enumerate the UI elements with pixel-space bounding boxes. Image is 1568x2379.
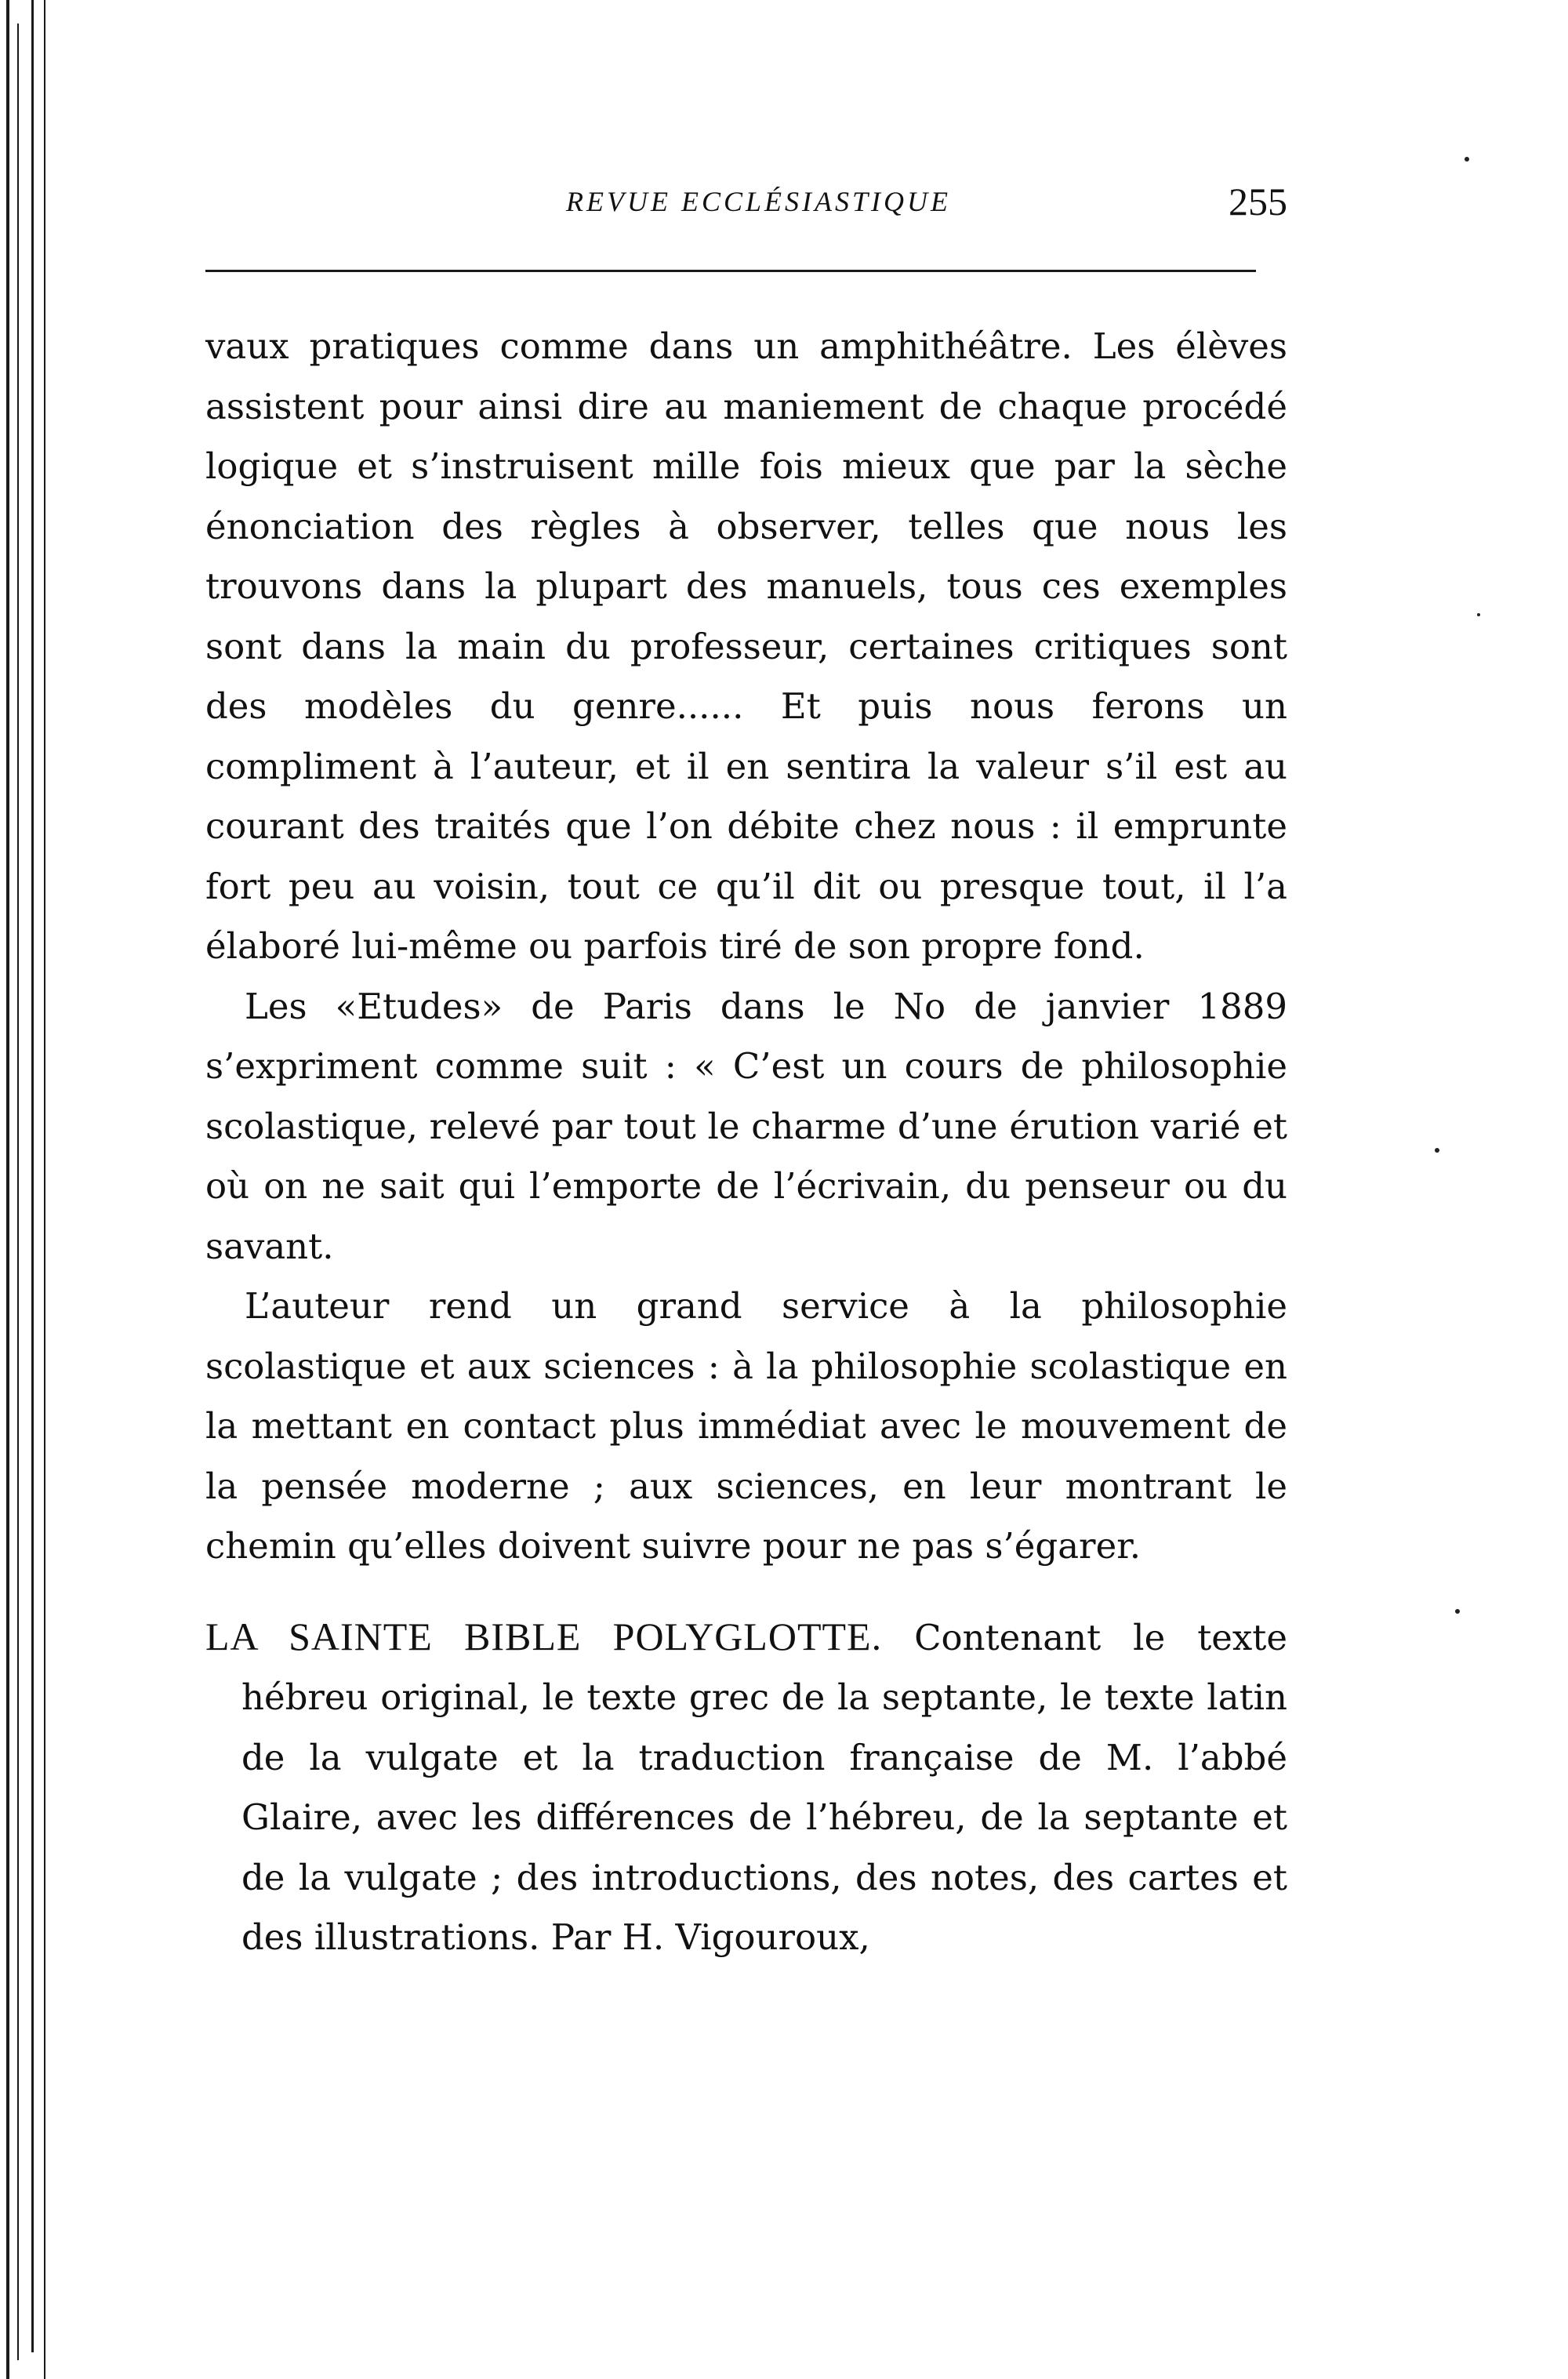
running-title: REVUE ECCLÉSIASTIQUE <box>566 186 951 217</box>
page-number: 255 <box>1229 180 1287 223</box>
page-body <box>205 317 1287 1968</box>
paragraph: vaux pratiques comme dans un amphithéâtre. Les élèves assistent pour ainsi dire au maniement de chaque procédé logique et s’instruisent mille fois mieux que par la sèche énonciation des règles à observer, telles que nous les trouvons dans la plupart des manuels, tous ces exemples sont dans la main du professeur, certaines critiques sont des modèles du genre...... Et puis nous ferons un compliment à l’auteur, et il en sentira la valeur s’il est au courant des traités que l’on débite chez nous : il emprunte fort peu au voisin, tout ce qu’il dit ou presque tout, il l’a élaboré lui-même ou parfois tiré de son propre fond. <box>205 325 1287 967</box>
entry-title: LA SAINTE BIBLE POLYGLOTTE. <box>205 1614 883 1658</box>
print-speck <box>1477 613 1480 616</box>
paragraph: Les «Etudes» de Paris dans le No de janvier 1889 s’expriment comme suit : « C’est un cours de philosophie scolastique, relevé par tout le charme d’une érution varié et où on ne sait qui l’emporte de l’écrivain, du penseur ou du savant. <box>205 985 1287 1267</box>
print-speck <box>1455 1609 1460 1614</box>
entry-text: Contenant le texte hébreu original, le texte grec de la septante, le texte latin de la vulgate et la traduction française de M. l’abbé Glaire, avec les différences de l’hébreu, de la septante et de la vulgate ; des introductions, des notes, des cartes et des illustrations. Par H. Vigouroux, <box>241 1616 1287 1958</box>
paragraph: L’auteur rend un grand service à la philosophie scolastique et aux sciences : à la philosophie scolastique en la mettant en contact plus immédiat avec le mouvement de la pensée moderne ; aux sciences, en leur montrant le chemin qu’elles doivent suivre pour ne pas s’égarer. <box>205 1285 1287 1567</box>
binding-edge <box>0 0 55 2379</box>
binding-line <box>6 0 9 2379</box>
print-speck <box>1435 1148 1439 1153</box>
bibliography-entry <box>205 1607 1287 1968</box>
binding-line <box>31 0 34 2352</box>
print-speck <box>1465 157 1469 162</box>
header-rule <box>205 270 1256 272</box>
binding-line <box>17 24 19 2360</box>
binding-line <box>44 0 45 2379</box>
page-header <box>205 180 1287 232</box>
